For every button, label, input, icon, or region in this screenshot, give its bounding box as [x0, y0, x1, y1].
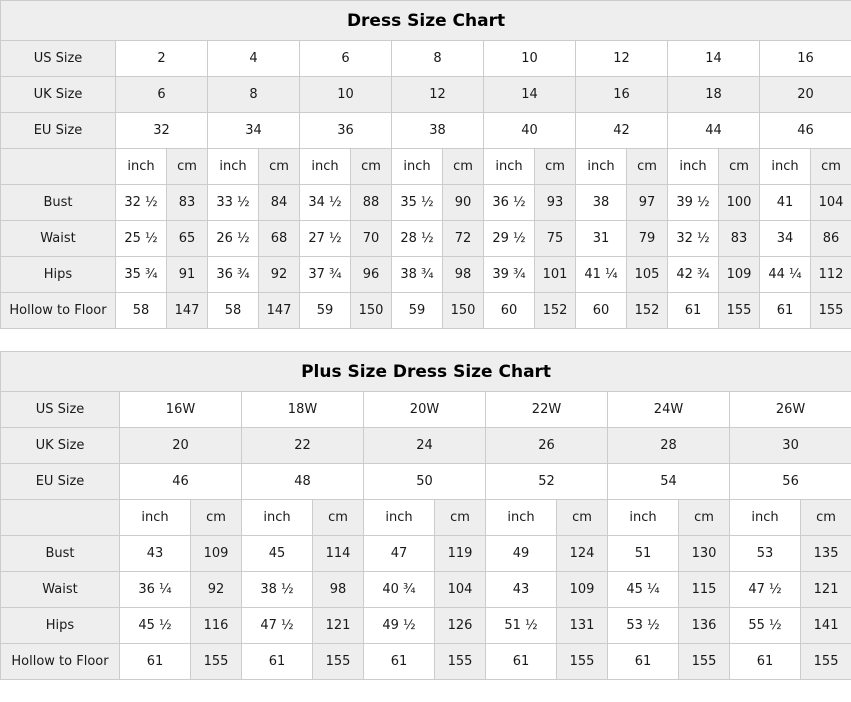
- table-row: [1, 392, 851, 428]
- size-cell: 44: [668, 113, 760, 149]
- unit-cell-inch: inch: [208, 149, 259, 185]
- measure-cell: 61: [120, 644, 191, 680]
- measure-cell: 92: [259, 257, 300, 293]
- measure-cell: 65: [167, 221, 208, 257]
- measure-cell: 47 ½: [242, 608, 313, 644]
- unit-cell-inch: inch: [608, 500, 679, 536]
- size-cell: 22W: [486, 392, 608, 428]
- measure-cell: 119: [435, 536, 486, 572]
- table-row: [1, 428, 851, 464]
- measure-cell: 60: [576, 293, 627, 329]
- unit-cell-inch: inch: [116, 149, 167, 185]
- row-label: US Size: [1, 392, 120, 428]
- size-cell: 4: [208, 41, 300, 77]
- measure-cell: 105: [627, 257, 668, 293]
- size-cell: 54: [608, 464, 730, 500]
- size-cell: 34: [208, 113, 300, 149]
- measure-cell: 61: [668, 293, 719, 329]
- measure-cell: 104: [435, 572, 486, 608]
- measure-cell: 51: [608, 536, 679, 572]
- size-cell: 12: [392, 77, 484, 113]
- measure-cell: 41: [760, 185, 811, 221]
- measure-cell: 36 ¾: [208, 257, 259, 293]
- unit-cell-cm: cm: [627, 149, 668, 185]
- size-cell: 6: [300, 41, 392, 77]
- measure-cell: 53 ½: [608, 608, 679, 644]
- chart-title-row: [1, 1, 851, 41]
- table-row: [1, 185, 851, 221]
- unit-cell-inch: inch: [668, 149, 719, 185]
- measure-cell: 61: [608, 644, 679, 680]
- size-cell: 46: [120, 464, 242, 500]
- measure-cell: 42 ¾: [668, 257, 719, 293]
- measure-cell: 112: [811, 257, 851, 293]
- measure-cell: 36 ½: [484, 185, 535, 221]
- measure-cell: 38: [576, 185, 627, 221]
- size-cell: 14: [668, 41, 760, 77]
- row-label: UK Size: [1, 428, 120, 464]
- measure-cell: 109: [719, 257, 760, 293]
- unit-cell-cm: cm: [535, 149, 576, 185]
- unit-cell-inch: inch: [484, 149, 535, 185]
- measure-cell: 59: [300, 293, 351, 329]
- measure-cell: 147: [167, 293, 208, 329]
- measure-cell: 55 ½: [730, 608, 801, 644]
- row-label: Hips: [1, 608, 120, 644]
- measure-cell: 43: [486, 572, 557, 608]
- table-row: [1, 644, 851, 680]
- size-cell: 10: [300, 77, 392, 113]
- measure-cell: 155: [191, 644, 242, 680]
- measure-cell: 115: [679, 572, 730, 608]
- measure-cell: 97: [627, 185, 668, 221]
- measure-cell: 88: [351, 185, 392, 221]
- measure-cell: 155: [313, 644, 364, 680]
- measure-cell: 130: [679, 536, 730, 572]
- size-cell: 20: [120, 428, 242, 464]
- size-cell: 6: [116, 77, 208, 113]
- measure-cell: 93: [535, 185, 576, 221]
- measure-cell: 152: [535, 293, 576, 329]
- measure-cell: 44 ¼: [760, 257, 811, 293]
- size-cell: 42: [576, 113, 668, 149]
- chart-title: Plus Size Dress Size Chart: [1, 352, 851, 392]
- measure-cell: 36 ¼: [120, 572, 191, 608]
- measure-cell: 131: [557, 608, 608, 644]
- unit-cell-cm: cm: [679, 500, 730, 536]
- row-label: Hollow to Floor: [1, 644, 120, 680]
- unit-cell-cm: cm: [801, 500, 851, 536]
- row-label: UK Size: [1, 77, 116, 113]
- row-label: Hollow to Floor: [1, 293, 116, 329]
- table-row: [1, 500, 851, 536]
- row-label: Hips: [1, 257, 116, 293]
- measure-cell: 116: [191, 608, 242, 644]
- measure-cell: 39 ½: [668, 185, 719, 221]
- unit-cell-inch: inch: [300, 149, 351, 185]
- unit-cell-cm: cm: [167, 149, 208, 185]
- size-cell: 30: [730, 428, 851, 464]
- unit-cell-inch: inch: [120, 500, 191, 536]
- measure-cell: 155: [801, 644, 851, 680]
- row-label: [1, 149, 116, 185]
- row-label: Bust: [1, 536, 120, 572]
- measure-cell: 26 ½: [208, 221, 259, 257]
- measure-cell: 92: [191, 572, 242, 608]
- measure-cell: 49: [486, 536, 557, 572]
- row-label: EU Size: [1, 464, 120, 500]
- unit-cell-cm: cm: [719, 149, 760, 185]
- measure-cell: 61: [486, 644, 557, 680]
- measure-cell: 58: [208, 293, 259, 329]
- chart-title: Dress Size Chart: [1, 1, 851, 41]
- row-label: Waist: [1, 572, 120, 608]
- size-cell: 8: [392, 41, 484, 77]
- measure-cell: 155: [435, 644, 486, 680]
- measure-cell: 68: [259, 221, 300, 257]
- measure-cell: 104: [811, 185, 851, 221]
- measure-cell: 136: [679, 608, 730, 644]
- size-cell: 52: [486, 464, 608, 500]
- unit-cell-cm: cm: [557, 500, 608, 536]
- measure-cell: 98: [443, 257, 484, 293]
- size-cell: 2: [116, 41, 208, 77]
- measure-cell: 60: [484, 293, 535, 329]
- unit-cell-cm: cm: [351, 149, 392, 185]
- size-cell: 14: [484, 77, 576, 113]
- measure-cell: 29 ½: [484, 221, 535, 257]
- measure-cell: 155: [557, 644, 608, 680]
- size-cell: 20W: [364, 392, 486, 428]
- table-row: [1, 257, 851, 293]
- size-cell: 56: [730, 464, 851, 500]
- row-label: US Size: [1, 41, 116, 77]
- table-row: [1, 221, 851, 257]
- measure-cell: 41 ¼: [576, 257, 627, 293]
- size-cell: 32: [116, 113, 208, 149]
- size-cell: 38: [392, 113, 484, 149]
- unit-cell-cm: cm: [435, 500, 486, 536]
- measure-cell: 39 ¾: [484, 257, 535, 293]
- measure-cell: 141: [801, 608, 851, 644]
- measure-cell: 109: [557, 572, 608, 608]
- measure-cell: 31: [576, 221, 627, 257]
- size-cell: 26W: [730, 392, 851, 428]
- measure-cell: 61: [730, 644, 801, 680]
- measure-cell: 59: [392, 293, 443, 329]
- measure-cell: 152: [627, 293, 668, 329]
- measure-cell: 124: [557, 536, 608, 572]
- measure-cell: 61: [242, 644, 313, 680]
- measure-cell: 150: [351, 293, 392, 329]
- unit-cell-cm: cm: [313, 500, 364, 536]
- unit-cell-cm: cm: [811, 149, 851, 185]
- table-row: [1, 113, 851, 149]
- table-row: [1, 293, 851, 329]
- measure-cell: 61: [760, 293, 811, 329]
- size-cell: 46: [760, 113, 851, 149]
- measure-cell: 45: [242, 536, 313, 572]
- measure-cell: 155: [679, 644, 730, 680]
- unit-cell-inch: inch: [576, 149, 627, 185]
- measure-cell: 45 ½: [120, 608, 191, 644]
- measure-cell: 98: [313, 572, 364, 608]
- table-row: [1, 464, 851, 500]
- unit-cell-inch: inch: [364, 500, 435, 536]
- measure-cell: 45 ¼: [608, 572, 679, 608]
- size-cell: 48: [242, 464, 364, 500]
- row-label: [1, 500, 120, 536]
- size-cell: 24W: [608, 392, 730, 428]
- measure-cell: 27 ½: [300, 221, 351, 257]
- measure-cell: 96: [351, 257, 392, 293]
- measure-cell: 150: [443, 293, 484, 329]
- measure-cell: 75: [535, 221, 576, 257]
- table-row: [1, 572, 851, 608]
- measure-cell: 49 ½: [364, 608, 435, 644]
- measure-cell: 58: [116, 293, 167, 329]
- unit-cell-inch: inch: [760, 149, 811, 185]
- size-cell: 20: [760, 77, 851, 113]
- size-cell: 12: [576, 41, 668, 77]
- measure-cell: 38 ½: [242, 572, 313, 608]
- size-cell: 8: [208, 77, 300, 113]
- row-label: EU Size: [1, 113, 116, 149]
- size-chart-table: [0, 0, 851, 329]
- measure-cell: 43: [120, 536, 191, 572]
- size-cell: 40: [484, 113, 576, 149]
- measure-cell: 91: [167, 257, 208, 293]
- measure-cell: 83: [719, 221, 760, 257]
- measure-cell: 37 ¾: [300, 257, 351, 293]
- table-row: [1, 77, 851, 113]
- measure-cell: 83: [167, 185, 208, 221]
- size-cell: 16W: [120, 392, 242, 428]
- size-cell: 16: [760, 41, 851, 77]
- table-row: [1, 41, 851, 77]
- size-cell: 24: [364, 428, 486, 464]
- measure-cell: 126: [435, 608, 486, 644]
- table-row: [1, 608, 851, 644]
- measure-cell: 25 ½: [116, 221, 167, 257]
- table-row: [1, 149, 851, 185]
- size-cell: 36: [300, 113, 392, 149]
- measure-cell: 70: [351, 221, 392, 257]
- measure-cell: 47: [364, 536, 435, 572]
- size-cell: 26: [486, 428, 608, 464]
- measure-cell: 90: [443, 185, 484, 221]
- measure-cell: 121: [313, 608, 364, 644]
- measure-cell: 35 ½: [392, 185, 443, 221]
- size-cell: 10: [484, 41, 576, 77]
- unit-cell-inch: inch: [486, 500, 557, 536]
- size-cell: 28: [608, 428, 730, 464]
- measure-cell: 155: [811, 293, 851, 329]
- measure-cell: 61: [364, 644, 435, 680]
- measure-cell: 32 ½: [668, 221, 719, 257]
- unit-cell-cm: cm: [259, 149, 300, 185]
- size-chart-table: [0, 351, 851, 680]
- unit-cell-inch: inch: [242, 500, 313, 536]
- size-cell: 18: [668, 77, 760, 113]
- measure-cell: 114: [313, 536, 364, 572]
- measure-cell: 34 ½: [300, 185, 351, 221]
- measure-cell: 72: [443, 221, 484, 257]
- row-label: Waist: [1, 221, 116, 257]
- chart-title-row: [1, 352, 851, 392]
- measure-cell: 84: [259, 185, 300, 221]
- unit-cell-cm: cm: [191, 500, 242, 536]
- measure-cell: 86: [811, 221, 851, 257]
- size-cell: 50: [364, 464, 486, 500]
- measure-cell: 121: [801, 572, 851, 608]
- measure-cell: 147: [259, 293, 300, 329]
- size-cell: 16: [576, 77, 668, 113]
- table-row: [1, 536, 851, 572]
- measure-cell: 100: [719, 185, 760, 221]
- measure-cell: 109: [191, 536, 242, 572]
- row-label: Bust: [1, 185, 116, 221]
- measure-cell: 35 ¾: [116, 257, 167, 293]
- measure-cell: 135: [801, 536, 851, 572]
- measure-cell: 155: [719, 293, 760, 329]
- size-cell: 22: [242, 428, 364, 464]
- size-cell: 18W: [242, 392, 364, 428]
- measure-cell: 79: [627, 221, 668, 257]
- measure-cell: 40 ¾: [364, 572, 435, 608]
- measure-cell: 34: [760, 221, 811, 257]
- measure-cell: 47 ½: [730, 572, 801, 608]
- unit-cell-inch: inch: [392, 149, 443, 185]
- unit-cell-cm: cm: [443, 149, 484, 185]
- measure-cell: 51 ½: [486, 608, 557, 644]
- measure-cell: 101: [535, 257, 576, 293]
- measure-cell: 32 ½: [116, 185, 167, 221]
- measure-cell: 33 ½: [208, 185, 259, 221]
- unit-cell-inch: inch: [730, 500, 801, 536]
- measure-cell: 53: [730, 536, 801, 572]
- measure-cell: 38 ¾: [392, 257, 443, 293]
- measure-cell: 28 ½: [392, 221, 443, 257]
